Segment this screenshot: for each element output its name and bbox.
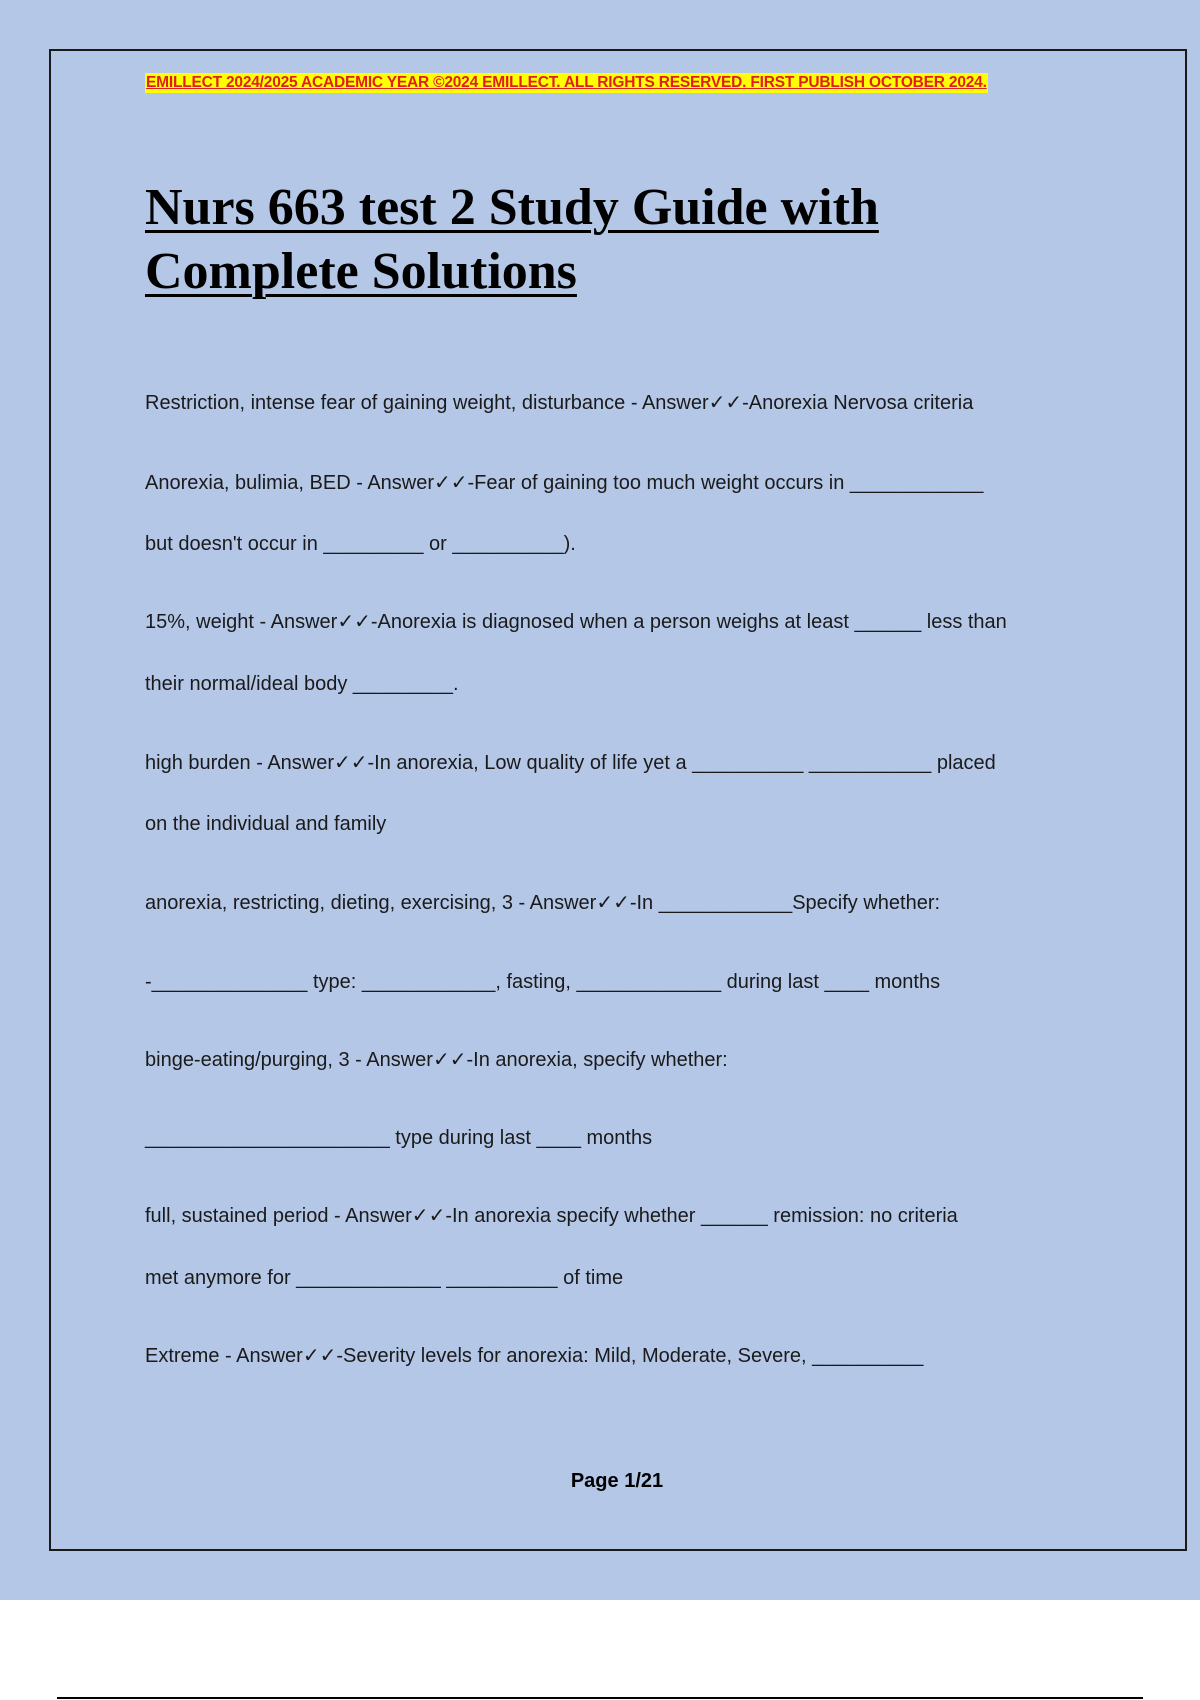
qa-line: but doesn't occur in _________ or __________).: [145, 533, 576, 555]
qa-line: ______________________ type during last ____ months: [145, 1127, 653, 1149]
qa-line: high burden - Answer✓✓-In anorexia, Low quality of life yet a __________ ___________ placed: [145, 752, 996, 774]
qa-line: full, sustained period - Answer✓✓-In anorexia specify whether ______ remission: no criteria: [145, 1205, 958, 1227]
qa-line: Anorexia, bulimia, BED - Answer✓✓-Fear of gaining too much weight occurs in ____________: [145, 472, 984, 494]
copyright-banner: EMILLECT 2024/2025 ACADEMIC YEAR ©2024 EMILLECT. ALL RIGHTS RESERVED. FIRST PUBLISH OCTOBER 2024.: [146, 74, 987, 91]
qa-line: -______________ type: ____________, fasting, _____________ during last ____ months: [145, 971, 941, 993]
qa-line: on the individual and family: [145, 813, 387, 835]
qa-line: their normal/ideal body _________.: [145, 673, 459, 695]
qa-line: Restriction, intense fear of gaining weight, disturbance - Answer✓✓-Anorexia Nervosa criteria: [145, 392, 974, 414]
bottom-divider: [57, 1697, 1143, 1699]
qa-line: Extreme - Answer✓✓-Severity levels for anorexia: Mild, Moderate, Severe, __________: [145, 1345, 924, 1367]
qa-line: 15%, weight - Answer✓✓-Anorexia is diagnosed when a person weighs at least ______ less than: [145, 611, 1007, 633]
page-number: Page 1/21: [570, 1470, 664, 1492]
document-title: [145, 176, 965, 304]
title-line-1: Nurs 663 test 2 Study Guide with: [145, 179, 879, 236]
title-line-2: Complete Solutions: [145, 243, 577, 300]
qa-line: met anymore for _____________ __________ of time: [145, 1267, 624, 1289]
qa-line: anorexia, restricting, dieting, exercising, 3 - Answer✓✓-In ____________Specify whether:: [145, 892, 941, 914]
qa-line: binge-eating/purging, 3 - Answer✓✓-In anorexia, specify whether:: [145, 1049, 728, 1071]
